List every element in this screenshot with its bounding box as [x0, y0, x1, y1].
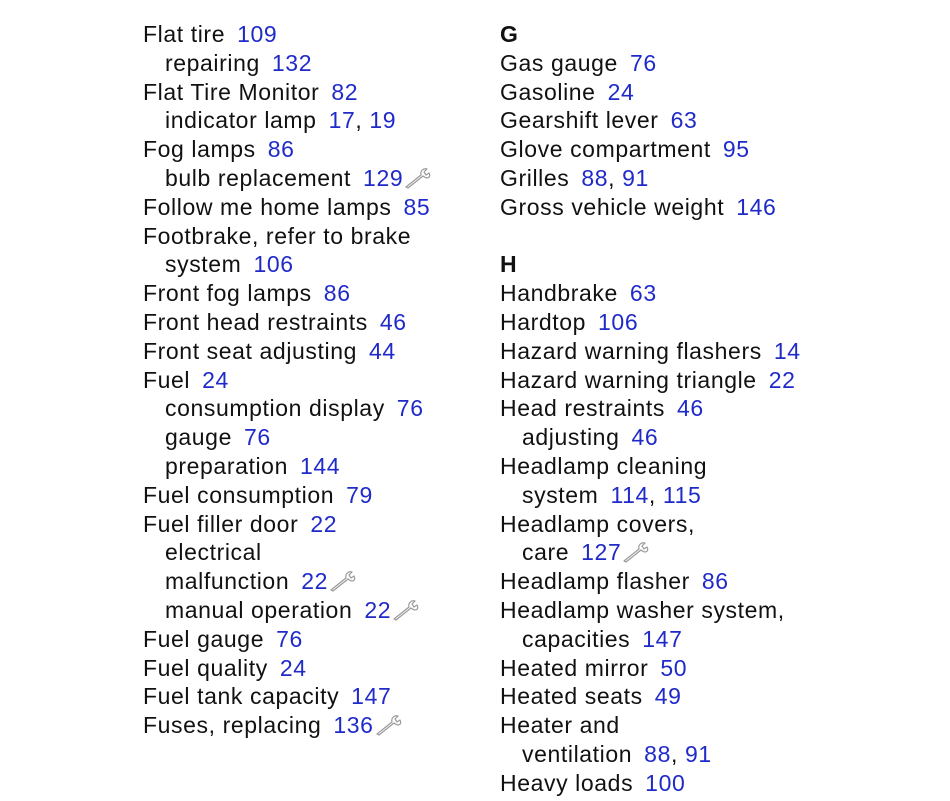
entry-text: Heated mirror	[500, 654, 649, 681]
index-subentry	[500, 481, 930, 510]
page-link[interactable]: 91	[622, 164, 649, 191]
page-link[interactable]: 24	[607, 78, 635, 105]
index-entry	[500, 366, 930, 395]
spacer	[0, 596, 50, 625]
page-link[interactable]: 46	[676, 395, 704, 422]
spacer	[0, 135, 50, 164]
index-entry	[143, 654, 473, 683]
page-link[interactable]: 79	[346, 481, 373, 508]
page-link[interactable]: 127	[581, 539, 622, 566]
index-entry	[500, 164, 930, 193]
index-entry	[143, 20, 473, 49]
entry-text: Hazard warning triangle	[500, 366, 757, 393]
entry-text: capacities	[522, 625, 631, 652]
index-column-middle	[143, 20, 473, 740]
page-link[interactable]: 100	[645, 769, 686, 796]
page-link[interactable]: 76	[243, 424, 271, 451]
page-link[interactable]: 76	[629, 49, 657, 76]
spacer	[0, 279, 50, 308]
index-entry	[143, 625, 473, 654]
index-entry	[500, 596, 930, 625]
page-link[interactable]: 88	[644, 740, 671, 767]
index-entry	[0, 654, 50, 683]
entry-text: Headlamp washer system,	[500, 596, 785, 623]
page-separator: ,	[355, 107, 370, 134]
index-entry	[143, 337, 473, 366]
entry-text: Flat tire	[143, 21, 226, 47]
page-link[interactable]: 63	[629, 280, 657, 307]
entry-text: malfunction	[165, 568, 290, 595]
page-link[interactable]: 24	[202, 366, 229, 393]
entry-text: system	[522, 481, 599, 508]
entry-text: Head restraints	[500, 395, 665, 422]
index-entry	[500, 567, 930, 596]
entry-text: care	[522, 539, 570, 566]
index-entry	[500, 49, 930, 78]
entry-text: Headlamp cleaning	[500, 452, 708, 479]
index-entry	[500, 78, 930, 107]
page-link[interactable]: 86	[701, 568, 729, 595]
index-subentry	[143, 423, 473, 452]
index-entry	[143, 366, 473, 395]
index-subentry	[500, 740, 930, 769]
entry-text: Gross vehicle weight	[500, 193, 725, 220]
index-entry	[500, 135, 930, 164]
entry-text: Headlamp covers,	[500, 510, 695, 537]
index-subentry	[143, 164, 473, 193]
index-entry	[143, 135, 473, 164]
index-entry	[0, 682, 50, 711]
page-link[interactable]: 14	[773, 337, 801, 364]
letter-heading-text: G	[500, 21, 518, 47]
index-entry	[143, 711, 473, 740]
index-entry	[143, 78, 473, 107]
page-link[interactable]: 76	[396, 395, 424, 422]
index-entry	[500, 452, 930, 481]
wrench-icon	[404, 167, 434, 189]
index-entry	[143, 308, 473, 337]
page-link[interactable]: 88	[581, 164, 609, 191]
index-entry	[143, 279, 473, 308]
index-entry	[500, 308, 930, 337]
page-link[interactable]: 17	[328, 107, 356, 134]
index-entry	[143, 481, 473, 510]
page-link[interactable]: 146	[736, 193, 777, 220]
page-link[interactable]: 144	[299, 452, 341, 479]
entry-text: Gas gauge	[500, 49, 618, 76]
wrench-icon	[622, 541, 652, 563]
index-entry	[143, 682, 473, 711]
page-link[interactable]: 22	[768, 366, 796, 393]
entry-text: Flat Tire Monitor	[143, 78, 320, 105]
entry-text: gauge	[165, 424, 232, 451]
page-link[interactable]: 49	[654, 683, 682, 710]
entry-text: manual operation	[165, 596, 353, 623]
entry-text: electrical	[165, 539, 262, 566]
entry-text: Fuel quality	[143, 654, 268, 681]
entry-text: Heater and	[500, 712, 620, 739]
index-entry	[500, 510, 930, 539]
entry-text: Fuel tank capacity	[143, 683, 340, 710]
page-link[interactable]: 109	[237, 21, 278, 47]
spacer	[0, 222, 50, 251]
page-separator: ,	[648, 481, 663, 508]
index-entry	[0, 423, 50, 452]
entry-text: Fog lamps	[143, 136, 256, 163]
page-link[interactable]: 86	[323, 280, 351, 307]
entry-text: Front head restraints	[143, 308, 368, 335]
index-subentry	[143, 394, 473, 423]
index-subentry	[143, 538, 473, 567]
entry-text: Heavy loads	[500, 769, 634, 796]
index-entry	[500, 394, 930, 423]
page-link[interactable]: 129	[363, 164, 404, 191]
entry-text: Headlamp flasher	[500, 568, 690, 595]
index-entry	[500, 682, 930, 711]
index-entry	[143, 222, 473, 251]
spacer	[0, 452, 50, 481]
page-link[interactable]: 136	[333, 712, 374, 739]
page-separator: ,	[670, 740, 685, 767]
index-subentry	[143, 49, 473, 78]
index-column-right	[500, 20, 930, 798]
spacer	[0, 20, 50, 49]
entry-text: Fuel gauge	[143, 625, 265, 652]
page-link[interactable]: 85	[403, 193, 431, 220]
index-letter-heading	[500, 250, 930, 279]
index-letter-heading	[500, 20, 930, 49]
entry-text: Fuel	[143, 366, 191, 393]
entry-text: Gearshift lever	[500, 107, 659, 134]
index-subentry	[500, 625, 930, 654]
index-entry	[500, 711, 930, 740]
page-link[interactable]: 46	[379, 308, 407, 335]
entry-text: bulb replacement	[165, 164, 352, 191]
page-link[interactable]: 44	[369, 337, 396, 364]
spacer	[0, 510, 50, 539]
index-subentry	[143, 452, 473, 481]
entry-text: Follow me home lamps	[143, 193, 392, 220]
index-entry	[0, 164, 50, 193]
wrench-icon	[375, 714, 405, 736]
page-link[interactable]: 19	[369, 107, 397, 134]
entry-text: Gasoline	[500, 78, 596, 105]
entry-text: Grilles	[500, 164, 570, 191]
entry-text: Front fog lamps	[143, 280, 312, 307]
page-link[interactable]: 115	[662, 481, 702, 508]
entry-text: Fuel filler door	[143, 510, 299, 537]
page-link[interactable]: 106	[253, 251, 294, 278]
wrench-icon	[329, 570, 359, 592]
page-link[interactable]: 22	[364, 596, 392, 623]
index-column-left	[0, 20, 50, 711]
spacer	[0, 250, 50, 279]
spacer	[0, 49, 50, 78]
page-link[interactable]: 63	[670, 107, 698, 134]
entry-text: Heated seats	[500, 683, 643, 710]
entry-text: Fuses, replacing	[143, 712, 322, 739]
index-subentry	[500, 538, 930, 567]
entry-text: Glove compartment	[500, 136, 711, 163]
index-subentry	[143, 106, 473, 135]
wrench-icon	[392, 599, 422, 621]
spacer	[0, 78, 50, 107]
page-link[interactable]: 86	[267, 136, 295, 163]
index-entry	[500, 654, 930, 683]
entry-text: preparation	[165, 452, 288, 479]
page-link[interactable]: 50	[660, 654, 688, 681]
entry-text: repairing	[165, 49, 260, 76]
index-subentry	[143, 250, 473, 279]
spacer	[0, 308, 50, 337]
entry-text: Fuel consumption	[143, 481, 335, 508]
page-link[interactable]: 22	[310, 510, 338, 537]
index-entry	[0, 538, 50, 567]
page-link[interactable]: 106	[598, 308, 639, 335]
page-link[interactable]: 114	[610, 481, 649, 508]
page-link[interactable]: 95	[722, 136, 750, 163]
index-subentry	[143, 596, 473, 625]
spacer	[0, 337, 50, 366]
entry-text: Hardtop	[500, 308, 587, 335]
page-link[interactable]: 22	[301, 568, 329, 595]
entry-text: Front seat adjusting	[143, 337, 358, 364]
spacer	[0, 625, 50, 654]
spacer	[0, 193, 50, 222]
page-link[interactable]: 91	[684, 740, 712, 767]
index-entry	[500, 193, 930, 222]
index-entry	[143, 193, 473, 222]
entry-text: consumption display	[165, 395, 385, 422]
index-entry	[500, 337, 930, 366]
page-link[interactable]: 132	[271, 49, 313, 76]
index-subentry	[500, 423, 930, 452]
index-entry	[500, 106, 930, 135]
entry-text: Handbrake	[500, 280, 618, 307]
index-subentry	[143, 567, 473, 596]
entry-text: adjusting	[522, 424, 620, 451]
entry-text: system	[165, 251, 242, 278]
index-entry	[0, 106, 50, 135]
index-entry	[0, 481, 50, 510]
page-link[interactable]: 147	[642, 625, 683, 652]
index-entry	[500, 279, 930, 308]
entry-text: Footbrake, refer to brake	[143, 222, 412, 249]
index-entry	[500, 769, 930, 798]
page-link[interactable]: 147	[351, 683, 392, 710]
page-link[interactable]: 24	[279, 654, 307, 681]
spacer	[0, 366, 50, 395]
index-entry	[143, 510, 473, 539]
page-link[interactable]: 76	[276, 625, 303, 652]
entry-text: Hazard warning flashers	[500, 337, 762, 364]
entry-text: ventilation	[522, 740, 633, 767]
index-entry	[0, 567, 50, 596]
spacer	[500, 222, 930, 251]
page-separator: ,	[608, 164, 623, 191]
spacer	[0, 394, 50, 423]
page-link[interactable]: 46	[631, 424, 659, 451]
entry-text: indicator lamp	[165, 107, 317, 134]
page-link[interactable]: 82	[331, 78, 359, 105]
letter-heading-text: H	[500, 251, 517, 278]
